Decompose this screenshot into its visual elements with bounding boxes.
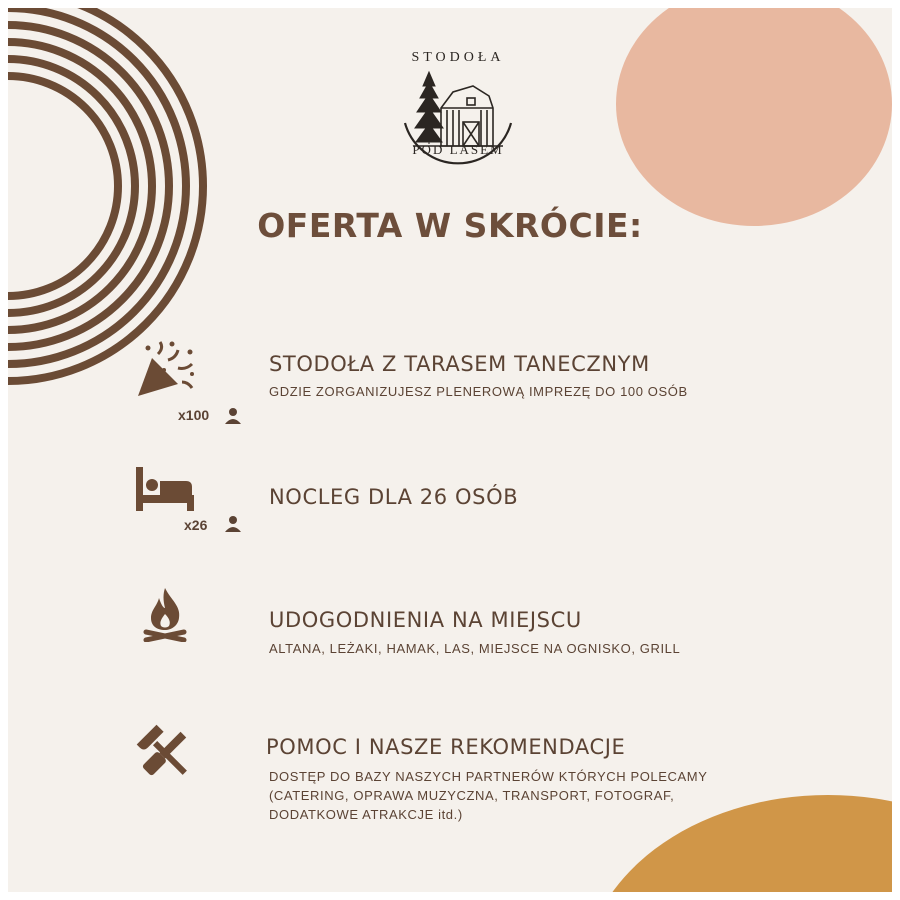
barn-icon <box>441 86 493 146</box>
concentric-arcs-decoration <box>8 8 203 381</box>
party-popper-icon <box>134 338 198 400</box>
bed-icon <box>134 463 196 513</box>
person-icon <box>224 515 242 533</box>
page-title: OFERTA W SKRÓCIE: <box>257 206 643 245</box>
offer-title: NOCLEG DLA 26 OSÓB <box>269 485 519 509</box>
peach-circle-decoration <box>616 8 892 226</box>
offer-card <box>8 8 892 892</box>
tools-icon <box>135 723 195 783</box>
offer-title: UDOGODNIENIA NA MIEJSCU <box>269 608 582 632</box>
offer-description: DOSTĘP DO BAZY NASZYCH PARTNERÓW KTÓRYCH POLECAMY (CATERING, OPRAWA MUZYCZNA, TRANSPORT, FOTOGRAF, DODATKOWE ATRAKCJE itd.) <box>269 769 708 822</box>
logo-name-top: STODOŁA <box>411 50 505 65</box>
pine-tree-icon <box>415 72 443 144</box>
logo-name-bottom: POD LASEM <box>412 142 504 157</box>
bed-count: x26 <box>184 517 208 533</box>
offer-description: ALTANA, LEŻAKI, HAMAK, LAS, MIEJSCE NA OGNISKO, GRILL <box>269 641 681 656</box>
brand-logo <box>383 38 533 188</box>
offer-title: STODOŁA Z TARASEM TANECZNYM <box>269 352 650 376</box>
offer-title: POMOC I NASZE REKOMENDACJE <box>266 735 626 759</box>
offer-description: GDZIE ZORGANIZUJESZ PLENEROWĄ IMPREZĘ DO 100 OSÓB <box>269 384 688 399</box>
guest-count: x100 <box>178 407 210 423</box>
campfire-icon <box>143 586 187 642</box>
person-icon <box>224 407 242 425</box>
